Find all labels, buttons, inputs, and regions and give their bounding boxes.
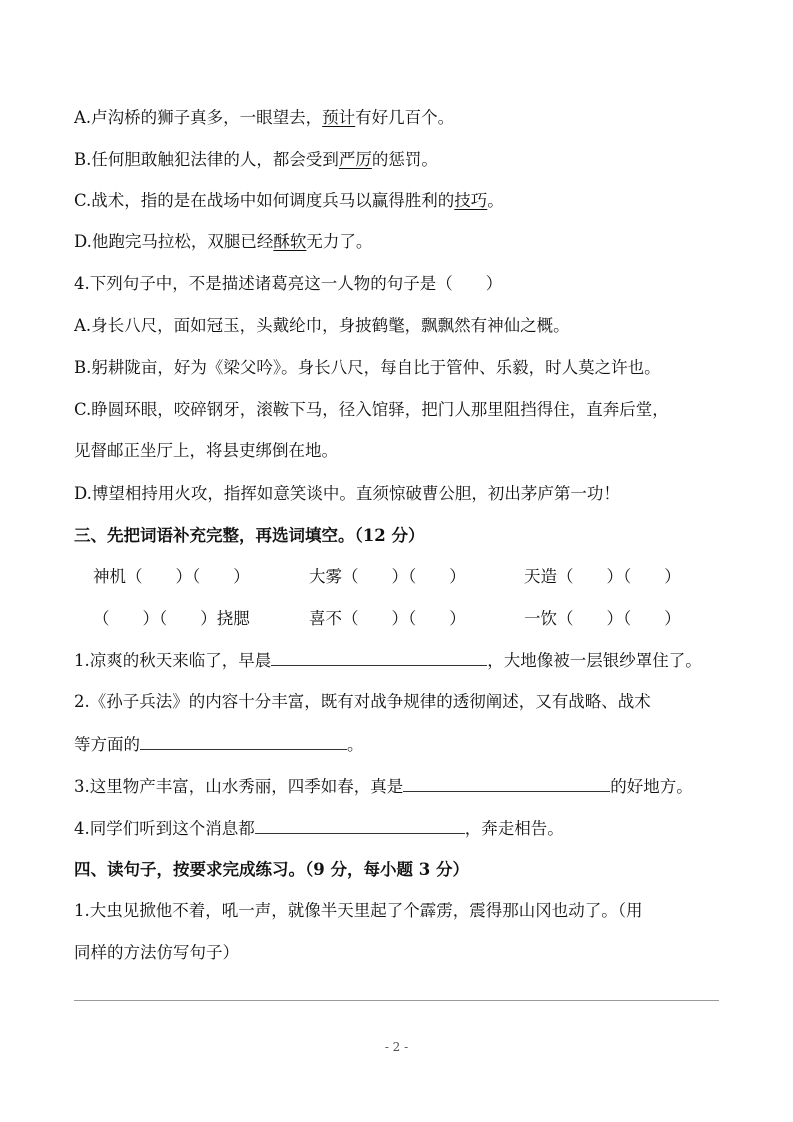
option-text: 的惩罚。 — [371, 150, 438, 169]
sentence-text: 3.这里物产丰富，山水秀丽，四季如春，真是 — [74, 777, 404, 796]
q4-option-c-line2: 见督邮正坐厅上，将县吏绑倒在地。 — [74, 441, 338, 460]
underlined-word: 技巧 — [454, 191, 488, 210]
sentence-text: 等方面的 — [74, 735, 140, 754]
option-text: C.战术，指的是在战场中如何调度兵马以赢得胜利的 — [74, 191, 455, 210]
underlined-word: 严厉 — [338, 150, 372, 169]
sentence-text: 1.凉爽的秋天来临了，早晨 — [74, 651, 272, 670]
option-text: B.任何胆敢触犯法律的人，都会受到 — [74, 150, 339, 169]
option-text: D.他跑完马拉松，双腿已经 — [74, 232, 274, 251]
q4-option-c-line1: C.睁圆环眼，咬碎钢牙，滚鞍下马，径入馆驿，把门人那里阻挡得住，直奔后堂， — [74, 400, 669, 419]
sentence-text: 。 — [347, 735, 364, 754]
answer-blank[interactable] — [140, 733, 347, 750]
fill-sentence-4 — [74, 817, 564, 840]
word-blank-5: 喜不（ ）（ ） — [309, 609, 466, 628]
section4-heading: 四、读句子，按要求完成练习。（9 分，每小题 3 分） — [74, 860, 469, 879]
option-text: 。 — [487, 191, 504, 210]
word-blank-6: 一饮（ ）（ ） — [524, 609, 681, 628]
footer-divider — [74, 1000, 719, 1001]
answer-blank[interactable] — [271, 649, 487, 666]
section4-q1-line2: 同样的方法仿写句子） — [74, 943, 239, 962]
word-blank-3: 天造（ ）（ ） — [524, 567, 681, 586]
word-blank-2: 大雾（ ）（ ） — [309, 567, 466, 586]
option-text: A.卢沟桥的狮子真多，一眼望去， — [74, 108, 323, 127]
q4-option-a: A.身长八尺，面如冠玉，头戴纶巾，身披鹤氅，飘飘然有神仙之概。 — [74, 316, 570, 335]
underlined-word: 酥软 — [273, 232, 307, 251]
fill-sentence-2-line2 — [74, 733, 364, 756]
sentence-text: ，奔走相告。 — [464, 819, 564, 838]
word-blank-1: 神机（ ）（ ） — [93, 567, 250, 586]
option-text: 有好几百个。 — [355, 108, 455, 127]
fill-sentence-3 — [74, 775, 693, 798]
fill-sentence-1 — [74, 649, 702, 672]
section3-heading: 三、先把词语补充完整，再选词填空。（12 分） — [74, 526, 425, 545]
q3-option-c — [74, 190, 504, 212]
fill-sentence-2-line1: 2.《孙子兵法》的内容十分丰富，既有对战争规律的透彻阐述，又有战略、战术 — [74, 692, 651, 711]
q3-option-b — [74, 149, 438, 171]
q4-option-d: D.博望相持用火攻，指挥如意笑谈中。直须惊破曹公胆，初出茅庐第一功！ — [74, 484, 620, 503]
option-text: 无力了。 — [306, 232, 373, 251]
q4-question: 4.下列句子中，不是描述诸葛亮这一人物的句子是（ ） — [74, 274, 503, 293]
answer-blank[interactable] — [255, 817, 465, 834]
sentence-text: 4.同学们听到这个消息都 — [74, 819, 255, 838]
q3-option-a — [74, 107, 454, 129]
q3-option-d — [74, 231, 372, 253]
answer-blank[interactable] — [403, 775, 610, 792]
section4-q1-line1: 1.大虫见掀他不着，吼一声，就像半天里起了个霹雳，震得那山冈也动了。（用 — [74, 901, 643, 920]
underlined-word: 预计 — [322, 108, 356, 127]
sentence-text: ，大地像被一层银纱罩住了。 — [487, 651, 702, 670]
q4-option-b: B.躬耕陇亩，好为《梁父吟》。身长八尺，每自比于管仲、乐毅，时人莫之许也。 — [74, 358, 661, 377]
word-blank-4: （ ）（ ）挠腮 — [93, 609, 250, 628]
sentence-text: 的好地方。 — [610, 777, 693, 796]
page-number: - 2 - — [384, 1040, 409, 1054]
